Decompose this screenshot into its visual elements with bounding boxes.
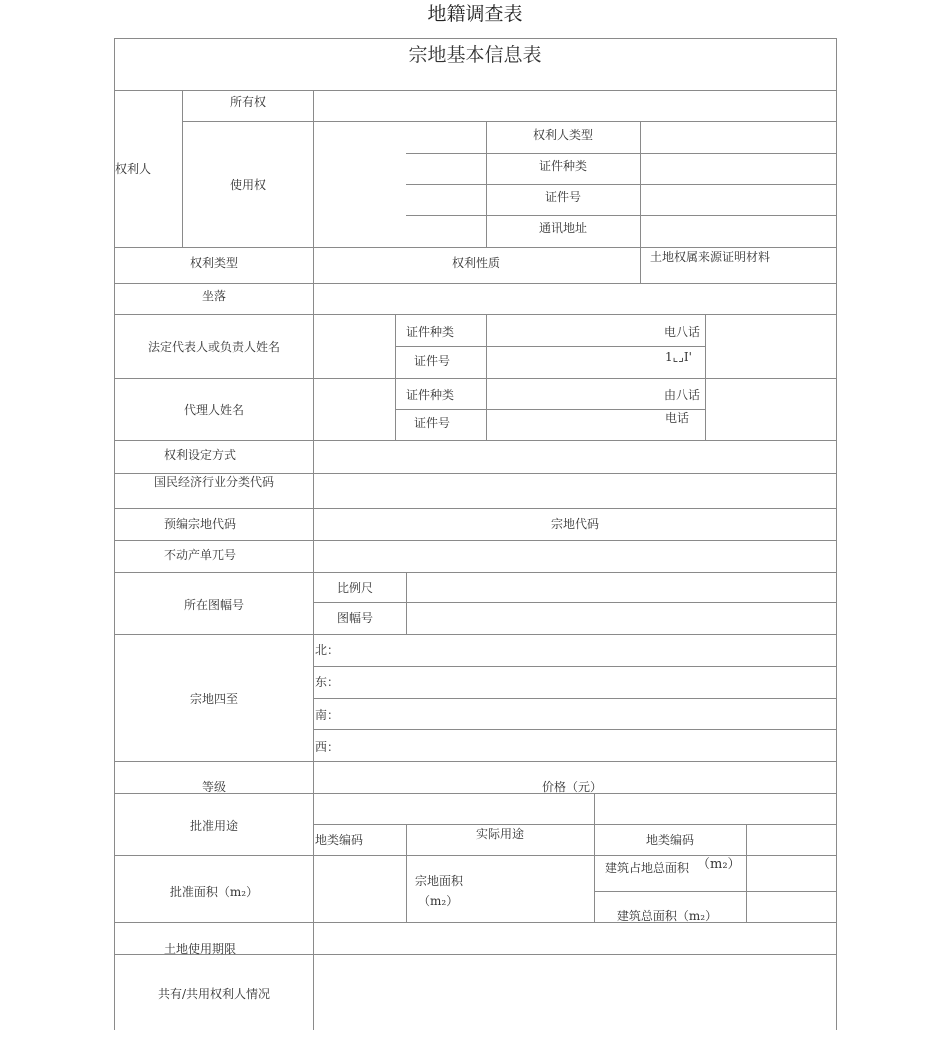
boundary-south: 南： xyxy=(315,708,340,722)
legal-rep-cert-no-label: 证件号 xyxy=(413,354,451,368)
parcel-area-unit: （m₂） xyxy=(418,894,459,908)
grid-line xyxy=(594,891,837,892)
grid-line xyxy=(114,473,837,474)
grid-line xyxy=(594,793,595,922)
agent-phone-label-b: 电话 xyxy=(665,411,690,425)
setting-method-label: 权利设定方式 xyxy=(163,448,237,462)
land-class-code-label-a: 地类编码 xyxy=(315,833,364,847)
scale-label: 比例尺 xyxy=(336,581,374,595)
building-footprint-label: 建筑占地总面积 xyxy=(605,861,690,875)
location-label: 坐落 xyxy=(201,289,227,303)
grid-line xyxy=(836,38,837,1030)
rights-type-label: 权利类型 xyxy=(189,256,239,270)
approved-usage-label: 批准用途 xyxy=(189,819,239,833)
source-material-label: 土地权属来源证明材料 xyxy=(650,250,771,264)
building-footprint-unit: （m₂） xyxy=(697,857,741,872)
building-total-label: 建筑总面积（m₂） xyxy=(616,909,718,923)
approved-area-label: 批准面积（m₂） xyxy=(169,885,259,899)
parcel-code-label: 宗地代码 xyxy=(550,517,600,531)
holder-type-label: 权利人类型 xyxy=(532,128,594,142)
grid-line xyxy=(705,314,706,440)
grid-line xyxy=(114,314,837,315)
legal-rep-phone-label: 电八话 xyxy=(664,325,701,339)
grid-line xyxy=(313,90,314,1030)
boundary-west: 西： xyxy=(315,740,340,754)
grid-line xyxy=(313,666,837,667)
map-sheet-label: 所在图幅号 xyxy=(183,598,245,612)
grid-line xyxy=(114,378,837,379)
land-class-code-label-b: 地类编码 xyxy=(645,833,695,847)
table-title: 宗地基本信息表 xyxy=(408,44,542,66)
grid-line xyxy=(182,121,837,122)
agent-label: 代理人姓名 xyxy=(183,403,245,417)
ownership-label: 所有权 xyxy=(229,95,267,109)
grid-line xyxy=(406,824,407,922)
price-label: 价格（元） xyxy=(541,780,603,794)
grid-line xyxy=(406,184,837,185)
sheet-no-label: 图幅号 xyxy=(336,611,374,625)
grid-line xyxy=(114,540,837,541)
agent-phone-label-a: 由八话 xyxy=(664,388,701,402)
boundary-north: 北： xyxy=(315,643,340,657)
grid-line xyxy=(114,440,837,441)
grid-line xyxy=(114,634,837,635)
grid-line xyxy=(640,121,641,283)
industry-code-label: 国民经济行业分类代码 xyxy=(153,475,275,489)
grid-line xyxy=(313,824,837,825)
grid-line xyxy=(395,314,396,440)
grid-line xyxy=(114,90,837,91)
use-right-label: 使用权 xyxy=(229,178,267,192)
grid-line xyxy=(114,38,837,39)
co-owners-label: 共有/共用权利人情况 xyxy=(157,987,271,1001)
parcel-area-label: 宗地面积 xyxy=(415,874,464,888)
grid-line xyxy=(114,572,837,573)
boundary-east: 东： xyxy=(315,675,340,689)
grid-line xyxy=(182,90,183,247)
pre-parcel-code-label: 预编宗地代码 xyxy=(163,517,237,531)
legal-rep-cert-type-label: 证件种类 xyxy=(405,325,455,339)
grid-line xyxy=(406,215,837,216)
grid-line xyxy=(114,247,837,248)
boundaries-label: 宗地四至 xyxy=(189,692,239,706)
grid-line xyxy=(486,121,487,247)
document-title: 地籍调查表 xyxy=(427,3,523,25)
rights-nature-label: 权利性质 xyxy=(451,256,501,270)
unit-no-label: 不动产单兀号 xyxy=(163,548,237,562)
grid-line xyxy=(313,729,837,730)
grid-line xyxy=(406,153,837,154)
grid-line xyxy=(395,409,706,410)
actual-usage-label: 实际用途 xyxy=(475,827,525,841)
grid-line xyxy=(313,698,837,699)
grid-line xyxy=(746,824,747,922)
rights-holder-label: 权利人 xyxy=(115,162,152,176)
grid-line xyxy=(114,283,837,284)
grid-line xyxy=(114,855,837,856)
holder-address-label: 通讯地址 xyxy=(538,221,588,235)
grid-line xyxy=(406,572,407,634)
grid-line xyxy=(395,346,706,347)
legal-rep-phone-garbled: 1⌞⌟I' xyxy=(665,350,692,364)
holder-cert-no-label: 证件号 xyxy=(544,190,582,204)
grid-line xyxy=(114,38,115,1030)
agent-cert-type-label: 证件种类 xyxy=(405,388,455,402)
grid-line xyxy=(114,922,837,923)
grid-line xyxy=(486,314,487,440)
land-use-term-label: 土地使用期限 xyxy=(163,942,237,956)
grid-line xyxy=(114,508,837,509)
holder-cert-type-label: 证件种类 xyxy=(538,159,588,173)
agent-cert-no-label: 证件号 xyxy=(413,416,451,430)
grade-label: 等级 xyxy=(201,780,227,794)
legal-rep-label: 法定代表人或负责人姓名 xyxy=(147,340,281,354)
grid-line xyxy=(313,602,837,603)
grid-line xyxy=(114,761,837,762)
